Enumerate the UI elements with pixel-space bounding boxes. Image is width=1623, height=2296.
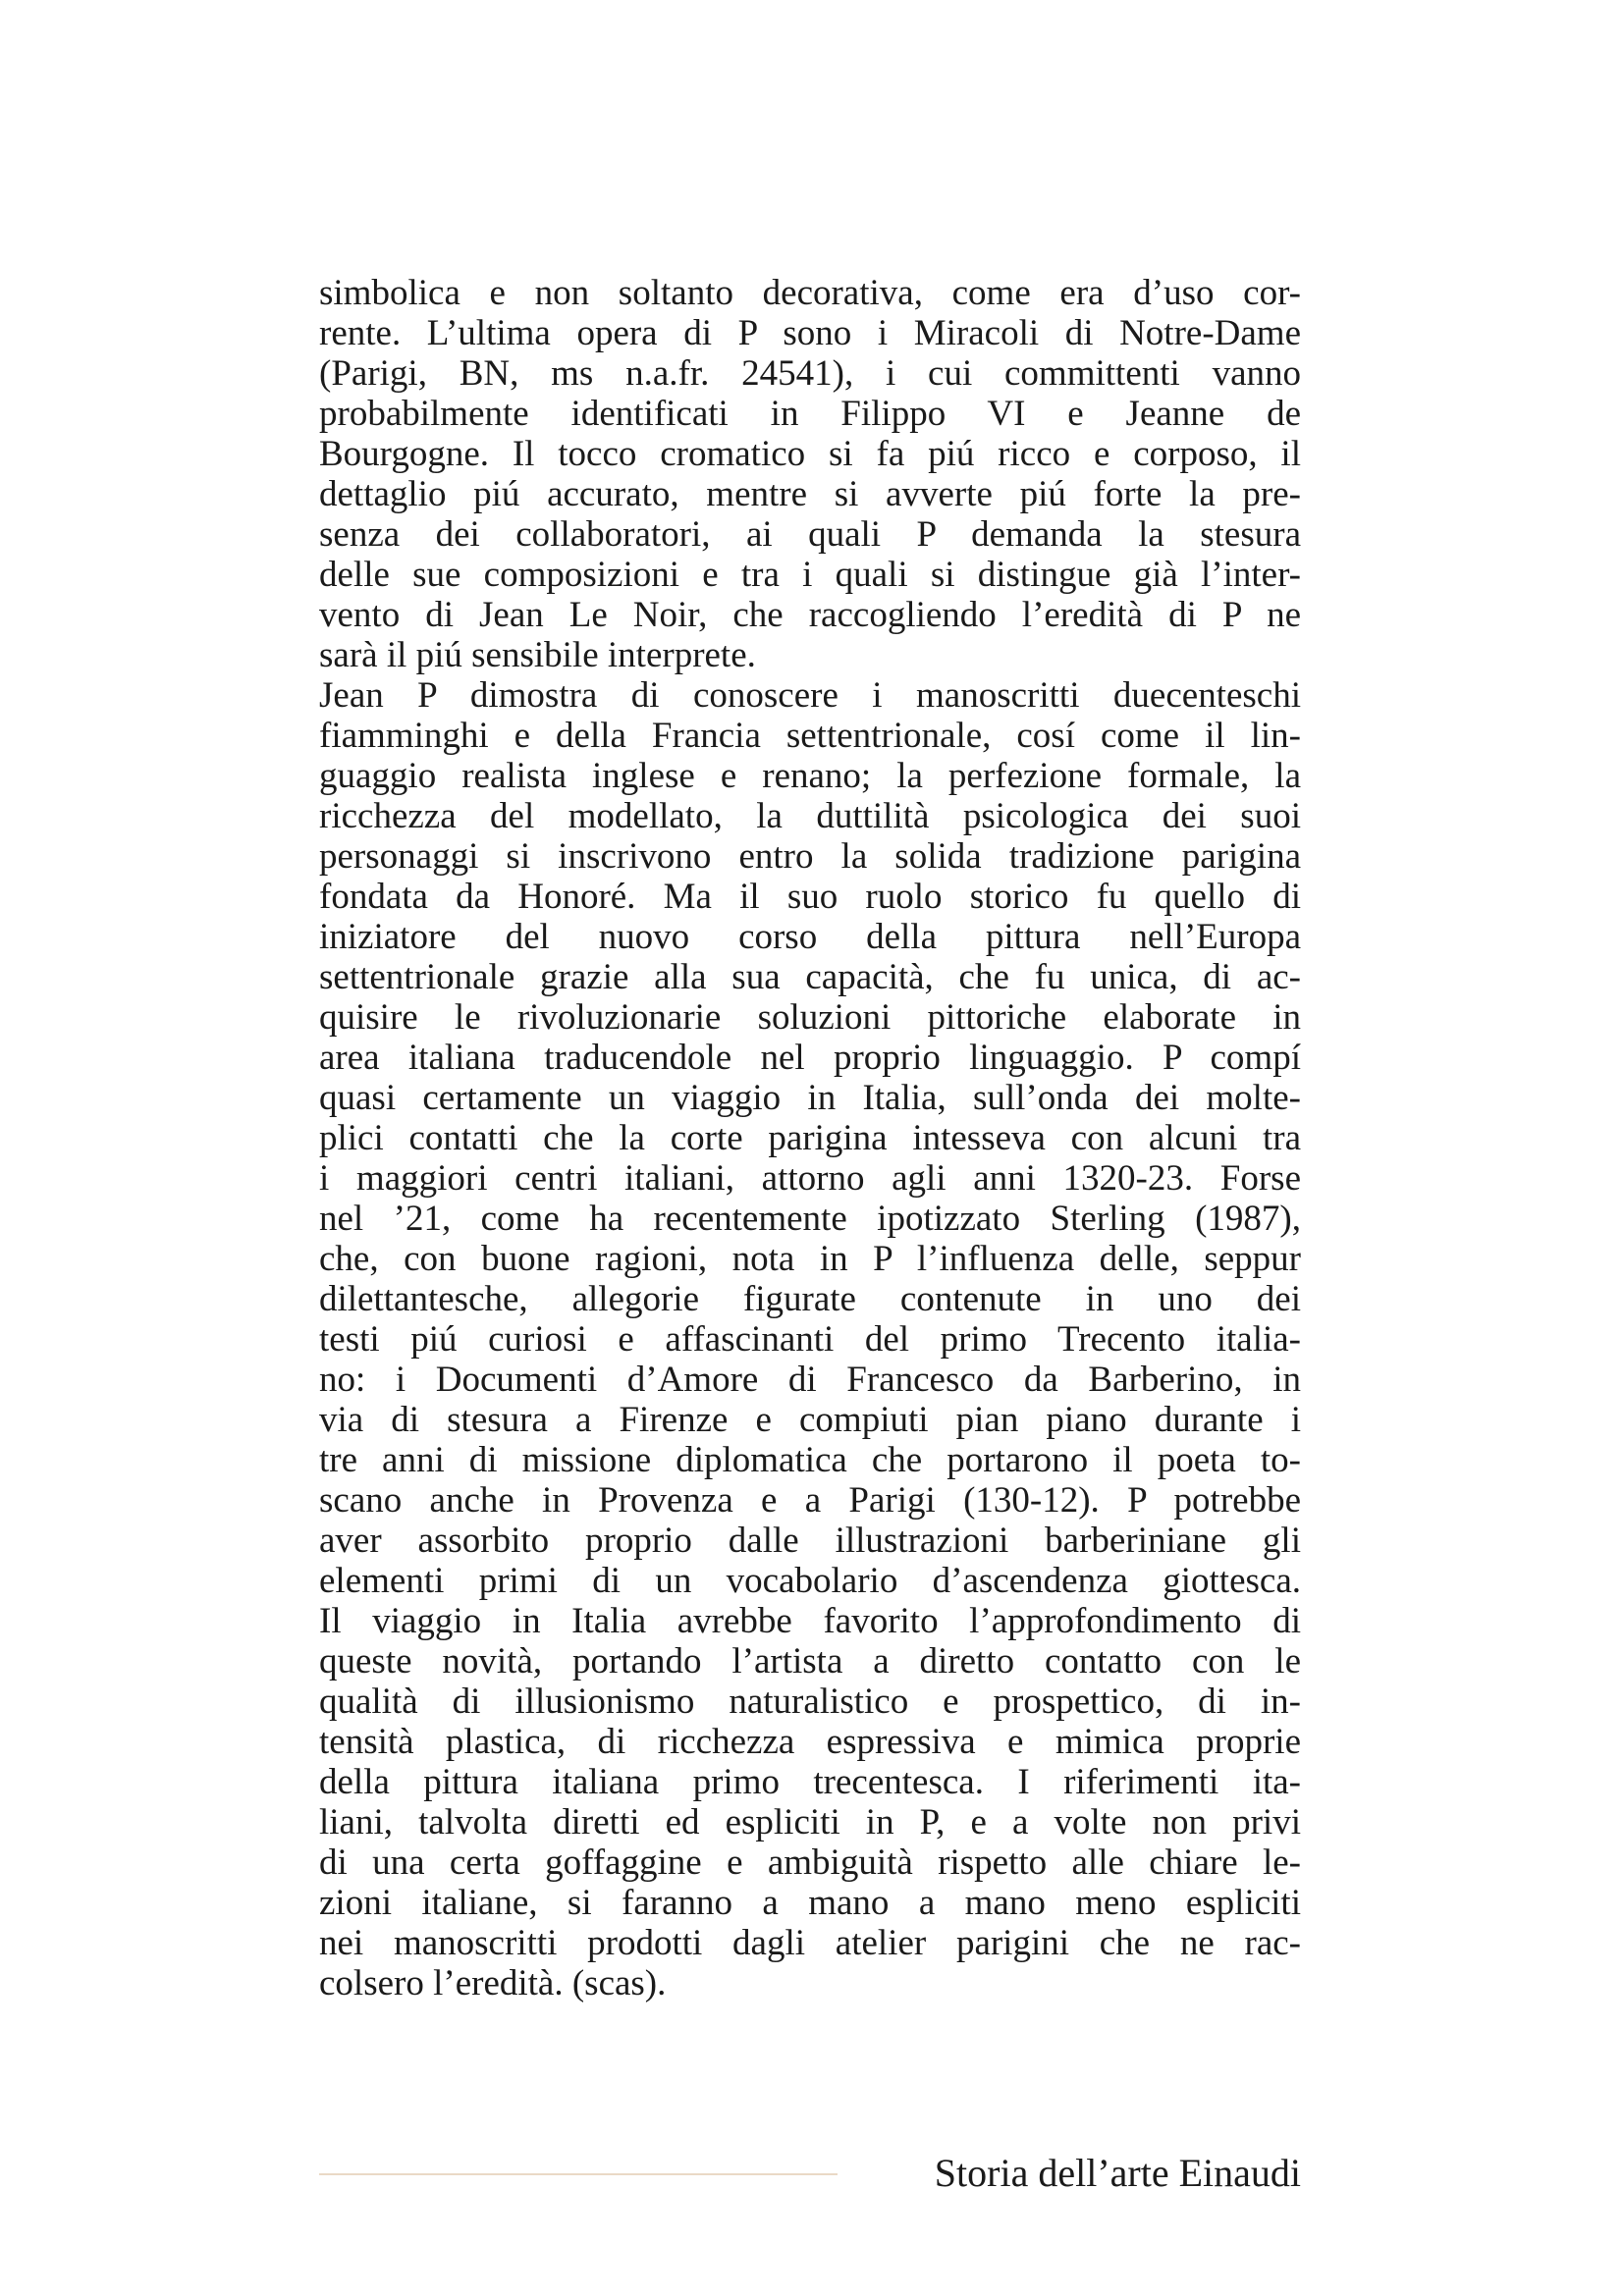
body-line: quasi certamente un viaggio in Italia, sull’onda dei molte- <box>319 1078 1301 1118</box>
body-line: Bourgogne. Il tocco cromatico si fa piú ricco e corposo, il <box>319 434 1301 474</box>
body-line: delle sue composizioni e tra i quali si distingue già l’inter- <box>319 555 1301 595</box>
body-line: nel ’21, come ha recentemente ipotizzato Sterling (1987), <box>319 1199 1301 1239</box>
body-line: dettaglio piú accurato, mentre si avverte piú forte la pre- <box>319 474 1301 514</box>
body-line: Il viaggio in Italia avrebbe favorito l’approfondimento di <box>319 1601 1301 1641</box>
body-line: di una certa goffaggine e ambiguità rispetto alle chiare le- <box>319 1842 1301 1883</box>
body-line: della pittura italiana primo trecentesca. I riferimenti ita- <box>319 1762 1301 1802</box>
body-line: che, con buone ragioni, nota in P l’influenza delle, seppur <box>319 1239 1301 1279</box>
body-line: plici contatti che la corte parigina intesseva con alcuni tra <box>319 1118 1301 1158</box>
body-line: rente. L’ultima opera di P sono i Miracoli di Notre-Dame <box>319 313 1301 353</box>
body-line: simbolica e non soltanto decorativa, come era d’uso cor- <box>319 273 1301 313</box>
body-line: tensità plastica, di ricchezza espressiva e mimica proprie <box>319 1722 1301 1762</box>
footer-divider <box>319 2173 838 2175</box>
body-line: via di stesura a Firenze e compiuti pian piano durante i <box>319 1400 1301 1440</box>
body-line: testi piú curiosi e affascinanti del primo Trecento italia- <box>319 1319 1301 1360</box>
body-line: senza dei collaboratori, ai quali P demanda la stesura <box>319 514 1301 555</box>
body-line: quisire le rivoluzionarie soluzioni pittoriche elaborate in <box>319 997 1301 1038</box>
body-line: dilettantesche, allegorie figurate contenute in uno dei <box>319 1279 1301 1319</box>
body-line: fondata da Honoré. Ma il suo ruolo storico fu quello di <box>319 877 1301 917</box>
body-line: sarà il piú sensibile interprete. <box>319 635 756 675</box>
body-line: fiamminghi e della Francia settentrionale, cosí come il lin- <box>319 716 1301 756</box>
body-text <box>319 273 1301 2003</box>
footer-title: Storia dell’arte Einaudi <box>934 2151 1301 2195</box>
body-line: (Parigi, BN, ms n.a.fr. 24541), i cui committenti vanno <box>319 353 1301 394</box>
body-line: Jean P dimostra di conoscere i manoscritti duecenteschi <box>319 675 1301 716</box>
body-line: colsero l’eredità. (scas). <box>319 1963 667 2003</box>
body-line: settentrionale grazie alla sua capacità, che fu unica, di ac- <box>319 957 1301 997</box>
body-line: personaggi si inscrivono entro la solida tradizione parigina <box>319 836 1301 877</box>
body-line: ricchezza del modellato, la duttilità psicologica dei suoi <box>319 796 1301 836</box>
body-line: qualità di illusionismo naturalistico e prospettico, di in- <box>319 1682 1301 1722</box>
body-line: zioni italiane, si faranno a mano a mano meno espliciti <box>319 1883 1301 1923</box>
body-line: probabilmente identificati in Filippo VI e Jeanne de <box>319 394 1301 434</box>
body-line: vento di Jean Le Noir, che raccogliendo l’eredità di P ne <box>319 595 1301 635</box>
body-line: elementi primi di un vocabolario d’ascendenza giottesca. <box>319 1561 1301 1601</box>
body-line: queste novità, portando l’artista a diretto contatto con le <box>319 1641 1301 1682</box>
body-line: liani, talvolta diretti ed espliciti in P, e a volte non privi <box>319 1802 1301 1842</box>
body-line: area italiana traducendole nel proprio linguaggio. P compí <box>319 1038 1301 1078</box>
body-line: scano anche in Provenza e a Parigi (130-12). P potrebbe <box>319 1480 1301 1521</box>
body-line: guaggio realista inglese e renano; la perfezione formale, la <box>319 756 1301 796</box>
body-line: aver assorbito proprio dalle illustrazioni barberiniane gli <box>319 1521 1301 1561</box>
body-line: nei manoscritti prodotti dagli atelier parigini che ne rac- <box>319 1923 1301 1963</box>
body-line: iniziatore del nuovo corso della pittura nell’Europa <box>319 917 1301 957</box>
body-line: tre anni di missione diplomatica che portarono il poeta to- <box>319 1440 1301 1480</box>
body-line: no: i Documenti d’Amore di Francesco da Barberino, in <box>319 1360 1301 1400</box>
body-line: i maggiori centri italiani, attorno agli anni 1320-23. Forse <box>319 1158 1301 1199</box>
